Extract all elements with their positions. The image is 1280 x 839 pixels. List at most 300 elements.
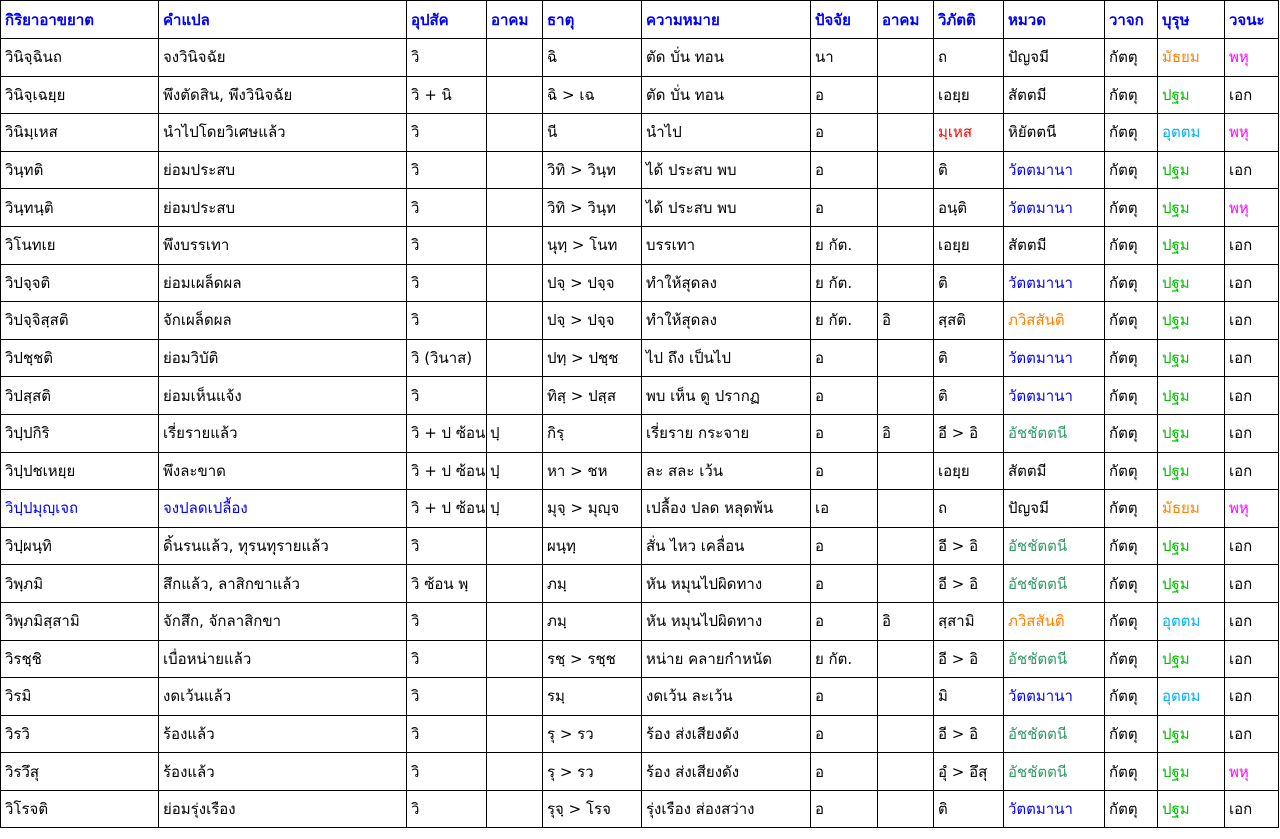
table-row xyxy=(1,565,1279,603)
cell-augment-1 xyxy=(487,715,543,753)
cell-person: ปฐม xyxy=(1158,715,1225,753)
cell-suffix: อ xyxy=(811,527,878,565)
cell-person: อุตตม xyxy=(1158,114,1225,152)
cell-meaning: นำไป xyxy=(642,114,811,152)
cell-voice: กัตตุ xyxy=(1105,753,1158,791)
cell-verb: วินิจฺฉินถ xyxy=(1,39,159,77)
cell-person: มัธยม xyxy=(1158,490,1225,528)
cell-root: ภมฺ xyxy=(543,602,642,640)
cell-verb: วิปสฺสติ xyxy=(1,377,159,415)
column-header-person: บุรุษ xyxy=(1158,1,1225,39)
cell-person: ปฐม xyxy=(1158,377,1225,415)
cell-meaning: หน่าย คลายกำหนัด xyxy=(642,640,811,678)
cell-tense-group: อัชชัตตนี xyxy=(1004,715,1105,753)
cell-verb: วิปฺปมุญฺเจถ xyxy=(1,490,159,528)
cell-person: ปฐม xyxy=(1158,452,1225,490)
cell-voice: กัตตุ xyxy=(1105,302,1158,340)
cell-prefix: วิ xyxy=(407,226,487,264)
cell-voice: กัตตุ xyxy=(1105,527,1158,565)
cell-suffix: อ xyxy=(811,602,878,640)
cell-meaning: งดเว้น ละเว้น xyxy=(642,678,811,716)
cell-tense-group: วัตตมานา xyxy=(1004,189,1105,227)
cell-number: เอก xyxy=(1225,302,1279,340)
cell-ending: อนฺติ xyxy=(934,189,1004,227)
cell-augment-1 xyxy=(487,151,543,189)
cell-meaning: รุ่งเรือง ส่องสว่าง xyxy=(642,790,811,828)
cell-suffix: ย กัต. xyxy=(811,226,878,264)
table-row xyxy=(1,302,1279,340)
cell-suffix: อ xyxy=(811,151,878,189)
cell-translation: งดเว้นแล้ว xyxy=(159,678,407,716)
table-row xyxy=(1,189,1279,227)
cell-number: พหุ xyxy=(1225,114,1279,152)
cell-prefix: วิ xyxy=(407,640,487,678)
cell-root: รุ > รว xyxy=(543,753,642,791)
cell-suffix: อ xyxy=(811,114,878,152)
cell-voice: กัตตุ xyxy=(1105,678,1158,716)
cell-tense-group: อัชชัตตนี xyxy=(1004,565,1105,603)
cell-prefix: วิ + ป ซ้อน ปฺ xyxy=(407,414,487,452)
cell-augment-1 xyxy=(487,226,543,264)
column-header-prefix: อุปสัค xyxy=(407,1,487,39)
cell-person: ปฐม xyxy=(1158,414,1225,452)
cell-meaning: ร้อง ส่งเสียงดัง xyxy=(642,715,811,753)
cell-number: พหุ xyxy=(1225,490,1279,528)
cell-ending: เอยฺย xyxy=(934,452,1004,490)
cell-ending: ถ xyxy=(934,39,1004,77)
cell-verb: วิรชฺชิ xyxy=(1,640,159,678)
cell-translation: พึงบรรเทา xyxy=(159,226,407,264)
cell-number: เอก xyxy=(1225,602,1279,640)
cell-augment-2 xyxy=(878,264,934,302)
cell-prefix: วิ xyxy=(407,602,487,640)
column-header-voice: วาจก xyxy=(1105,1,1158,39)
cell-suffix: อ xyxy=(811,790,878,828)
cell-ending: อี > อิ xyxy=(934,527,1004,565)
cell-augment-2 xyxy=(878,76,934,114)
table-row xyxy=(1,602,1279,640)
cell-verb: วินฺทนฺติ xyxy=(1,189,159,227)
cell-number: พหุ xyxy=(1225,189,1279,227)
cell-prefix: วิ xyxy=(407,264,487,302)
cell-meaning: ทำให้สุดลง xyxy=(642,264,811,302)
cell-verb: วิปจฺจิสฺสติ xyxy=(1,302,159,340)
cell-translation: ร้องแล้ว xyxy=(159,715,407,753)
cell-translation: จักเผล็ดผล xyxy=(159,302,407,340)
cell-voice: กัตตุ xyxy=(1105,226,1158,264)
cell-voice: กัตตุ xyxy=(1105,452,1158,490)
cell-augment-2 xyxy=(878,39,934,77)
table-row xyxy=(1,151,1279,189)
cell-prefix: วิ xyxy=(407,715,487,753)
cell-voice: กัตตุ xyxy=(1105,339,1158,377)
cell-ending: ติ xyxy=(934,790,1004,828)
cell-ending: ติ xyxy=(934,377,1004,415)
cell-verb: วิรมิ xyxy=(1,678,159,716)
cell-ending: เอยฺย xyxy=(934,226,1004,264)
cell-augment-2 xyxy=(878,339,934,377)
table-row xyxy=(1,339,1279,377)
cell-root: ปทฺ > ปชฺช xyxy=(543,339,642,377)
table-row xyxy=(1,377,1279,415)
column-header-tense-group: หมวด xyxy=(1004,1,1105,39)
cell-translation: ย่อมประสบ xyxy=(159,151,407,189)
cell-translation: จักสึก, จักลาสิกขา xyxy=(159,602,407,640)
cell-root: รชฺ > รชฺช xyxy=(543,640,642,678)
cell-augment-2 xyxy=(878,452,934,490)
cell-suffix: อ xyxy=(811,452,878,490)
cell-voice: กัตตุ xyxy=(1105,264,1158,302)
cell-verb: วินิมฺเหส xyxy=(1,114,159,152)
cell-tense-group: สัตตมี xyxy=(1004,226,1105,264)
cell-suffix: ย กัต. xyxy=(811,640,878,678)
cell-verb: วิปฺผนฺทิ xyxy=(1,527,159,565)
cell-suffix: นา xyxy=(811,39,878,77)
cell-tense-group: สัตตมี xyxy=(1004,76,1105,114)
cell-suffix: อ xyxy=(811,678,878,716)
column-header-meaning: ความหมาย xyxy=(642,1,811,39)
cell-tense-group: ปัญจมี xyxy=(1004,39,1105,77)
cell-augment-2: อิ xyxy=(878,414,934,452)
cell-suffix: เอ xyxy=(811,490,878,528)
cell-number: พหุ xyxy=(1225,753,1279,791)
cell-verb: วิปฺปกิริ xyxy=(1,414,159,452)
cell-number: เอก xyxy=(1225,377,1279,415)
cell-prefix: วิ + ป ซ้อน ปฺ xyxy=(407,452,487,490)
cell-augment-1 xyxy=(487,264,543,302)
cell-verb: วินิจฺเฉยฺย xyxy=(1,76,159,114)
table-row xyxy=(1,264,1279,302)
cell-meaning: สั่น ไหว เคลื่อน xyxy=(642,527,811,565)
cell-root: วิทิ > วินฺท xyxy=(543,189,642,227)
cell-person: ปฐม xyxy=(1158,302,1225,340)
cell-ending: มิ xyxy=(934,678,1004,716)
table-row xyxy=(1,640,1279,678)
table-row xyxy=(1,76,1279,114)
cell-voice: กัตตุ xyxy=(1105,715,1158,753)
cell-root: กิรฺ xyxy=(543,414,642,452)
cell-translation: ย่อมประสบ xyxy=(159,189,407,227)
cell-ending: อี > อิ xyxy=(934,414,1004,452)
cell-voice: กัตตุ xyxy=(1105,490,1158,528)
cell-suffix: อ xyxy=(811,377,878,415)
cell-voice: กัตตุ xyxy=(1105,76,1158,114)
cell-tense-group: อัชชัตตนี xyxy=(1004,527,1105,565)
cell-person: อุตตม xyxy=(1158,602,1225,640)
cell-augment-2 xyxy=(878,565,934,603)
cell-translation: ดิ้นรนแล้ว, ทุรนทุรายแล้ว xyxy=(159,527,407,565)
column-header-augment-1: อาคม xyxy=(487,1,543,39)
cell-voice: กัตตุ xyxy=(1105,414,1158,452)
cell-augment-2 xyxy=(878,490,934,528)
cell-tense-group: วัตตมานา xyxy=(1004,264,1105,302)
cell-tense-group: วัตตมานา xyxy=(1004,151,1105,189)
cell-tense-group: อัชชัตตนี xyxy=(1004,414,1105,452)
cell-person: ปฐม xyxy=(1158,76,1225,114)
cell-verb: วิพฺภมิ xyxy=(1,565,159,603)
cell-prefix: วิ xyxy=(407,753,487,791)
cell-augment-2 xyxy=(878,640,934,678)
column-header-ending: วิภัตติ xyxy=(934,1,1004,39)
cell-tense-group: ภวิสสันติ xyxy=(1004,602,1105,640)
cell-augment-1 xyxy=(487,527,543,565)
cell-voice: กัตตุ xyxy=(1105,565,1158,603)
cell-prefix: วิ xyxy=(407,302,487,340)
cell-translation: พึงละขาด xyxy=(159,452,407,490)
cell-number: เอก xyxy=(1225,76,1279,114)
cell-verb: วิพฺภมิสฺสามิ xyxy=(1,602,159,640)
cell-tense-group: วัตตมานา xyxy=(1004,678,1105,716)
cell-tense-group: ภวิสสันติ xyxy=(1004,302,1105,340)
cell-meaning: ได้ ประสบ พบ xyxy=(642,189,811,227)
table-row xyxy=(1,414,1279,452)
table-row xyxy=(1,114,1279,152)
cell-root: ฉิ xyxy=(543,39,642,77)
cell-augment-1 xyxy=(487,790,543,828)
cell-ending: สฺสามิ xyxy=(934,602,1004,640)
cell-number: เอก xyxy=(1225,715,1279,753)
cell-number: พหุ xyxy=(1225,39,1279,77)
cell-suffix: ย กัต. xyxy=(811,264,878,302)
cell-verb: วิปชฺชติ xyxy=(1,339,159,377)
cell-root: ผนฺทฺ xyxy=(543,527,642,565)
cell-augment-2 xyxy=(878,790,934,828)
table-row xyxy=(1,490,1279,528)
cell-ending: อี > อิ xyxy=(934,640,1004,678)
cell-number: เอก xyxy=(1225,527,1279,565)
column-header-translation: คำแปล xyxy=(159,1,407,39)
cell-translation: ย่อมรุ่งเรือง xyxy=(159,790,407,828)
cell-voice: กัตตุ xyxy=(1105,602,1158,640)
cell-voice: กัตตุ xyxy=(1105,114,1158,152)
cell-augment-2 xyxy=(878,678,934,716)
cell-translation: ย่อมเผล็ดผล xyxy=(159,264,407,302)
cell-suffix: อ xyxy=(811,715,878,753)
cell-root: ภมฺ xyxy=(543,565,642,603)
table-row xyxy=(1,790,1279,828)
cell-person: ปฐม xyxy=(1158,151,1225,189)
cell-augment-1 xyxy=(487,640,543,678)
column-header-root: ธาตุ xyxy=(543,1,642,39)
cell-verb: วินฺทติ xyxy=(1,151,159,189)
cell-augment-1 xyxy=(487,76,543,114)
cell-voice: กัตตุ xyxy=(1105,189,1158,227)
cell-voice: กัตตุ xyxy=(1105,377,1158,415)
cell-suffix: อ xyxy=(811,339,878,377)
cell-augment-2 xyxy=(878,114,934,152)
cell-prefix: วิ (วินาส) xyxy=(407,339,487,377)
cell-person: อุตตม xyxy=(1158,678,1225,716)
cell-number: เอก xyxy=(1225,339,1279,377)
cell-number: เอก xyxy=(1225,264,1279,302)
cell-voice: กัตตุ xyxy=(1105,790,1158,828)
cell-ending: อี > อิ xyxy=(934,565,1004,603)
cell-root: วิทิ > วินฺท xyxy=(543,151,642,189)
table-row xyxy=(1,678,1279,716)
cell-ending: มฺเหส xyxy=(934,114,1004,152)
cell-prefix: วิ ซ้อน พฺ xyxy=(407,565,487,603)
cell-prefix: วิ xyxy=(407,790,487,828)
cell-augment-1 xyxy=(487,565,543,603)
cell-number: เอก xyxy=(1225,640,1279,678)
cell-augment-2 xyxy=(878,377,934,415)
cell-root: หา > ชห xyxy=(543,452,642,490)
cell-ending: อี > อิ xyxy=(934,715,1004,753)
cell-number: เอก xyxy=(1225,565,1279,603)
cell-tense-group: หิยัตตนี xyxy=(1004,114,1105,152)
cell-prefix: วิ xyxy=(407,377,487,415)
cell-meaning: ร้อง ส่งเสียงดัง xyxy=(642,753,811,791)
cell-root: ฉิ > เฉ xyxy=(543,76,642,114)
cell-translation: ย่อมเห็นแจ้ง xyxy=(159,377,407,415)
cell-meaning: บรรเทา xyxy=(642,226,811,264)
cell-ending: อุํ > อึสุ xyxy=(934,753,1004,791)
cell-number: เอก xyxy=(1225,790,1279,828)
cell-augment-1 xyxy=(487,678,543,716)
cell-prefix: วิ xyxy=(407,114,487,152)
cell-person: ปฐม xyxy=(1158,753,1225,791)
table-row xyxy=(1,527,1279,565)
cell-suffix: อ xyxy=(811,753,878,791)
cell-meaning: ตัด บั่น ทอน xyxy=(642,39,811,77)
cell-augment-2 xyxy=(878,151,934,189)
cell-number: เอก xyxy=(1225,226,1279,264)
cell-prefix: วิ xyxy=(407,189,487,227)
cell-meaning: หัน หมุนไปผิดทาง xyxy=(642,565,811,603)
table-row xyxy=(1,452,1279,490)
cell-augment-1 xyxy=(487,602,543,640)
cell-augment-2 xyxy=(878,527,934,565)
cell-person: ปฐม xyxy=(1158,264,1225,302)
cell-tense-group: วัตตมานา xyxy=(1004,377,1105,415)
cell-root: รมฺ xyxy=(543,678,642,716)
cell-meaning: ทำให้สุดลง xyxy=(642,302,811,340)
cell-ending: ติ xyxy=(934,264,1004,302)
cell-augment-1 xyxy=(487,339,543,377)
cell-translation: เบื่อหน่ายแล้ว xyxy=(159,640,407,678)
cell-prefix: วิ xyxy=(407,39,487,77)
cell-meaning: เปลื้อง ปลด หลุดพ้น xyxy=(642,490,811,528)
cell-augment-2 xyxy=(878,753,934,791)
cell-number: เอก xyxy=(1225,414,1279,452)
cell-prefix: วิ + นิ xyxy=(407,76,487,114)
table-row xyxy=(1,39,1279,77)
cell-translation: จงวินิจฉัย xyxy=(159,39,407,77)
cell-augment-2 xyxy=(878,715,934,753)
cell-verb: วิปฺปชเหยฺย xyxy=(1,452,159,490)
cell-ending: ติ xyxy=(934,151,1004,189)
cell-root: นี xyxy=(543,114,642,152)
cell-tense-group: วัตตมานา xyxy=(1004,790,1105,828)
cell-tense-group: อัชชัตตนี xyxy=(1004,640,1105,678)
cell-meaning: ไป ถึง เป็นไป xyxy=(642,339,811,377)
cell-root: ปจฺ > ปจฺจ xyxy=(543,302,642,340)
cell-person: ปฐม xyxy=(1158,226,1225,264)
cell-person: ปฐม xyxy=(1158,640,1225,678)
cell-root: รุจฺ > โรจ xyxy=(543,790,642,828)
cell-meaning: ตัด บั่น ทอน xyxy=(642,76,811,114)
cell-root: รุ > รว xyxy=(543,715,642,753)
cell-number: เอก xyxy=(1225,452,1279,490)
cell-person: ปฐม xyxy=(1158,189,1225,227)
cell-ending: สฺสติ xyxy=(934,302,1004,340)
cell-verb: วิรวึสุ xyxy=(1,753,159,791)
cell-translation: สึกแล้ว, ลาสิกขาแล้ว xyxy=(159,565,407,603)
cell-voice: กัตตุ xyxy=(1105,151,1158,189)
cell-meaning: หัน หมุนไปผิดทาง xyxy=(642,602,811,640)
cell-number: เอก xyxy=(1225,678,1279,716)
cell-person: ปฐม xyxy=(1158,565,1225,603)
cell-meaning: เรี่ยราย กระจาย xyxy=(642,414,811,452)
cell-suffix: อ xyxy=(811,189,878,227)
table-row xyxy=(1,715,1279,753)
table-row xyxy=(1,226,1279,264)
cell-ending: ถ xyxy=(934,490,1004,528)
cell-person: ปฐม xyxy=(1158,790,1225,828)
cell-augment-2 xyxy=(878,189,934,227)
cell-augment-2: อิ xyxy=(878,602,934,640)
column-header-number: วจนะ xyxy=(1225,1,1279,39)
cell-verb: วิโรจติ xyxy=(1,790,159,828)
cell-voice: กัตตุ xyxy=(1105,39,1158,77)
cell-translation: ย่อมวิบัติ xyxy=(159,339,407,377)
table-row xyxy=(1,753,1279,791)
cell-translation: จงปลดเปลื้อง xyxy=(159,490,407,528)
cell-voice: กัตตุ xyxy=(1105,640,1158,678)
table-body xyxy=(1,39,1279,828)
header-row xyxy=(1,1,1279,39)
cell-verb: วิโนทเย xyxy=(1,226,159,264)
cell-tense-group: อัชชัตตนี xyxy=(1004,753,1105,791)
cell-suffix: อ xyxy=(811,414,878,452)
cell-verb: วิปจฺจติ xyxy=(1,264,159,302)
cell-person: มัธยม xyxy=(1158,39,1225,77)
cell-prefix: วิ xyxy=(407,678,487,716)
cell-tense-group: วัตตมานา xyxy=(1004,339,1105,377)
cell-translation: ร้องแล้ว xyxy=(159,753,407,791)
cell-root: นุทฺ > โนท xyxy=(543,226,642,264)
cell-translation: พึงตัดสิน, พึงวินิจฉัย xyxy=(159,76,407,114)
cell-suffix: อ xyxy=(811,76,878,114)
cell-tense-group: สัตตมี xyxy=(1004,452,1105,490)
cell-number: เอก xyxy=(1225,151,1279,189)
cell-translation: นำไปโดยวิเศษแล้ว xyxy=(159,114,407,152)
cell-meaning: พบ เห็น ดู ปรากฏ xyxy=(642,377,811,415)
cell-person: ปฐม xyxy=(1158,527,1225,565)
cell-root: มุจฺ > มุญฺจ xyxy=(543,490,642,528)
column-header-suffix: ปัจจัย xyxy=(811,1,878,39)
cell-augment-2: อิ xyxy=(878,302,934,340)
cell-prefix: วิ + ป ซ้อน ปฺ xyxy=(407,490,487,528)
cell-meaning: ได้ ประสบ พบ xyxy=(642,151,811,189)
cell-prefix: วิ xyxy=(407,151,487,189)
cell-verb: วิรวิ xyxy=(1,715,159,753)
cell-augment-1 xyxy=(487,302,543,340)
cell-prefix: วิ xyxy=(407,527,487,565)
cell-augment-1 xyxy=(487,377,543,415)
cell-translation: เรี่ยรายแล้ว xyxy=(159,414,407,452)
cell-root: ทิสฺ > ปสฺส xyxy=(543,377,642,415)
cell-augment-1 xyxy=(487,189,543,227)
cell-augment-1 xyxy=(487,114,543,152)
cell-suffix: ย กัต. xyxy=(811,302,878,340)
column-header-augment-2: อาคม xyxy=(878,1,934,39)
column-header-verb: กิริยาอาขยาต xyxy=(1,1,159,39)
cell-suffix: อ xyxy=(811,565,878,603)
cell-ending: ติ xyxy=(934,339,1004,377)
cell-ending: เอยฺย xyxy=(934,76,1004,114)
cell-person: ปฐม xyxy=(1158,339,1225,377)
